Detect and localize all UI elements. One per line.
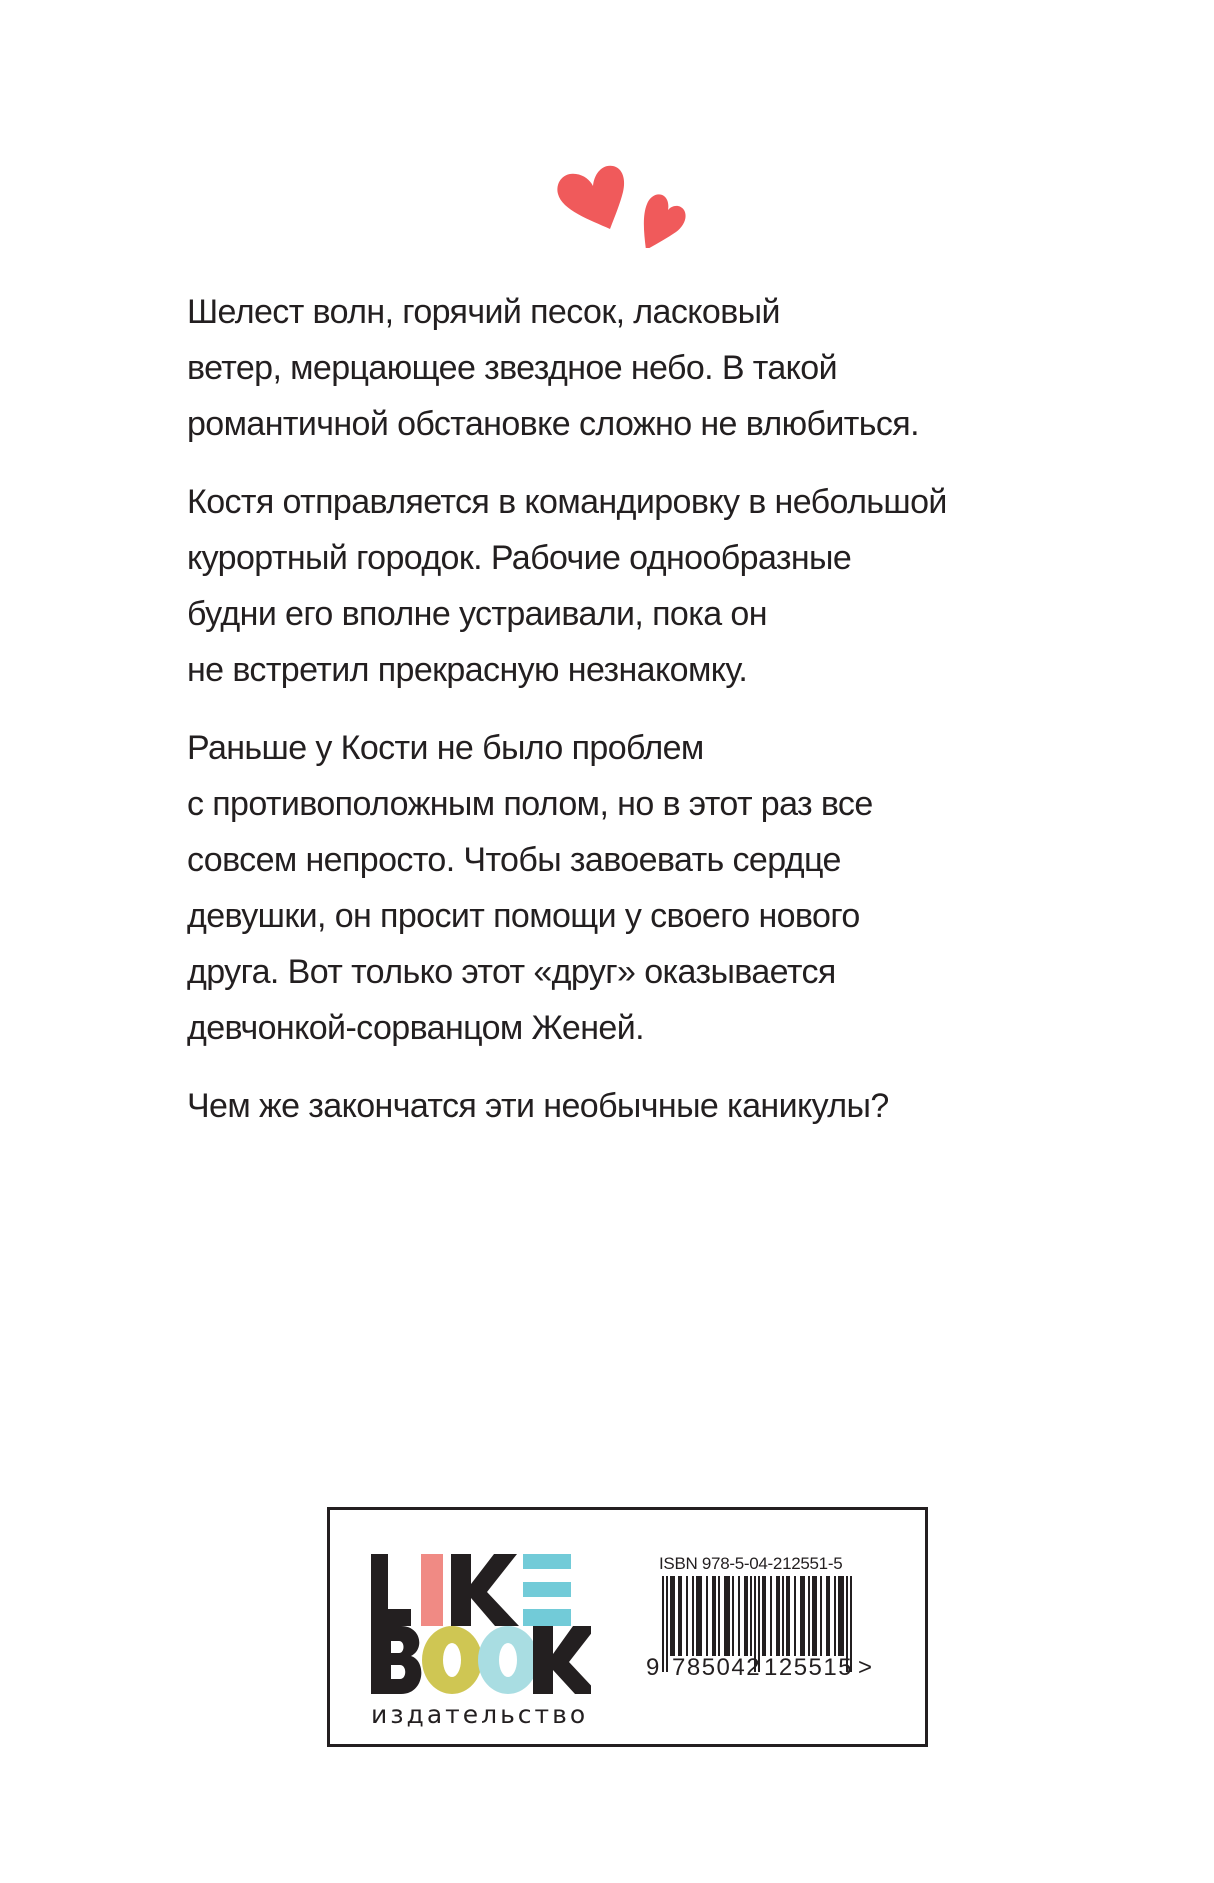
blurb-line: ветер, мерцающее звездное небо. В такой <box>187 349 838 387</box>
blurb-paragraph-2 <box>187 474 1087 698</box>
blurb-line: Костя отправляется в командировку в небольшой <box>187 483 947 521</box>
likebook-logo-icon <box>371 1554 591 1694</box>
blurb-line: курортный городок. Рабочие однообразные <box>187 539 852 577</box>
blurb-line: девчонкой-сорванцом Женей. <box>187 1009 644 1047</box>
blurb-paragraph-3 <box>187 720 1087 1056</box>
blurb-line: Раньше у Кости не было проблем <box>187 729 704 767</box>
barcode-group-1: 785042 <box>672 1654 762 1681</box>
hearts-icon <box>550 158 690 248</box>
blurb-line: Шелест волн, горячий песок, ласковый <box>187 293 780 331</box>
blurb-paragraph-1 <box>187 284 1087 452</box>
book-blurb <box>187 284 1087 1156</box>
publisher-subtitle: издательство <box>371 1700 589 1729</box>
imprint-box <box>327 1507 928 1747</box>
blurb-line: будни его вполне устраивали, пока он <box>187 595 767 633</box>
blurb-line: совсем непросто. Чтобы завоевать сердце <box>187 841 841 879</box>
isbn-barcode <box>646 1554 876 1680</box>
blurb-line: Чем же закончатся эти необычные каникулы? <box>187 1087 889 1125</box>
blurb-line: не встретил прекрасную незнакомку. <box>187 651 748 689</box>
heart-left-icon <box>557 166 624 229</box>
likebook-logo <box>371 1554 589 1729</box>
hearts-graphic <box>550 158 690 248</box>
barcode-group-2: 125515 <box>764 1654 854 1681</box>
blurb-line: друга. Вот только этот «друг» оказывается <box>187 953 836 991</box>
blurb-line: с противоположным полом, но в этот раз все <box>187 785 873 823</box>
blurb-line: девушки, он просит помощи у своего нового <box>187 897 860 935</box>
blurb-line: романтичной обстановке сложно не влюбиться. <box>187 405 919 443</box>
isbn-label: ISBN 978-5-04-212551-5 <box>659 1554 843 1573</box>
blurb-paragraph-4 <box>187 1078 1087 1134</box>
barcode-digits <box>646 1654 876 1680</box>
heart-right-icon <box>644 194 686 248</box>
quiet-zone-marker: > <box>858 1654 873 1681</box>
barcode-first-digit: 9 <box>646 1654 660 1681</box>
